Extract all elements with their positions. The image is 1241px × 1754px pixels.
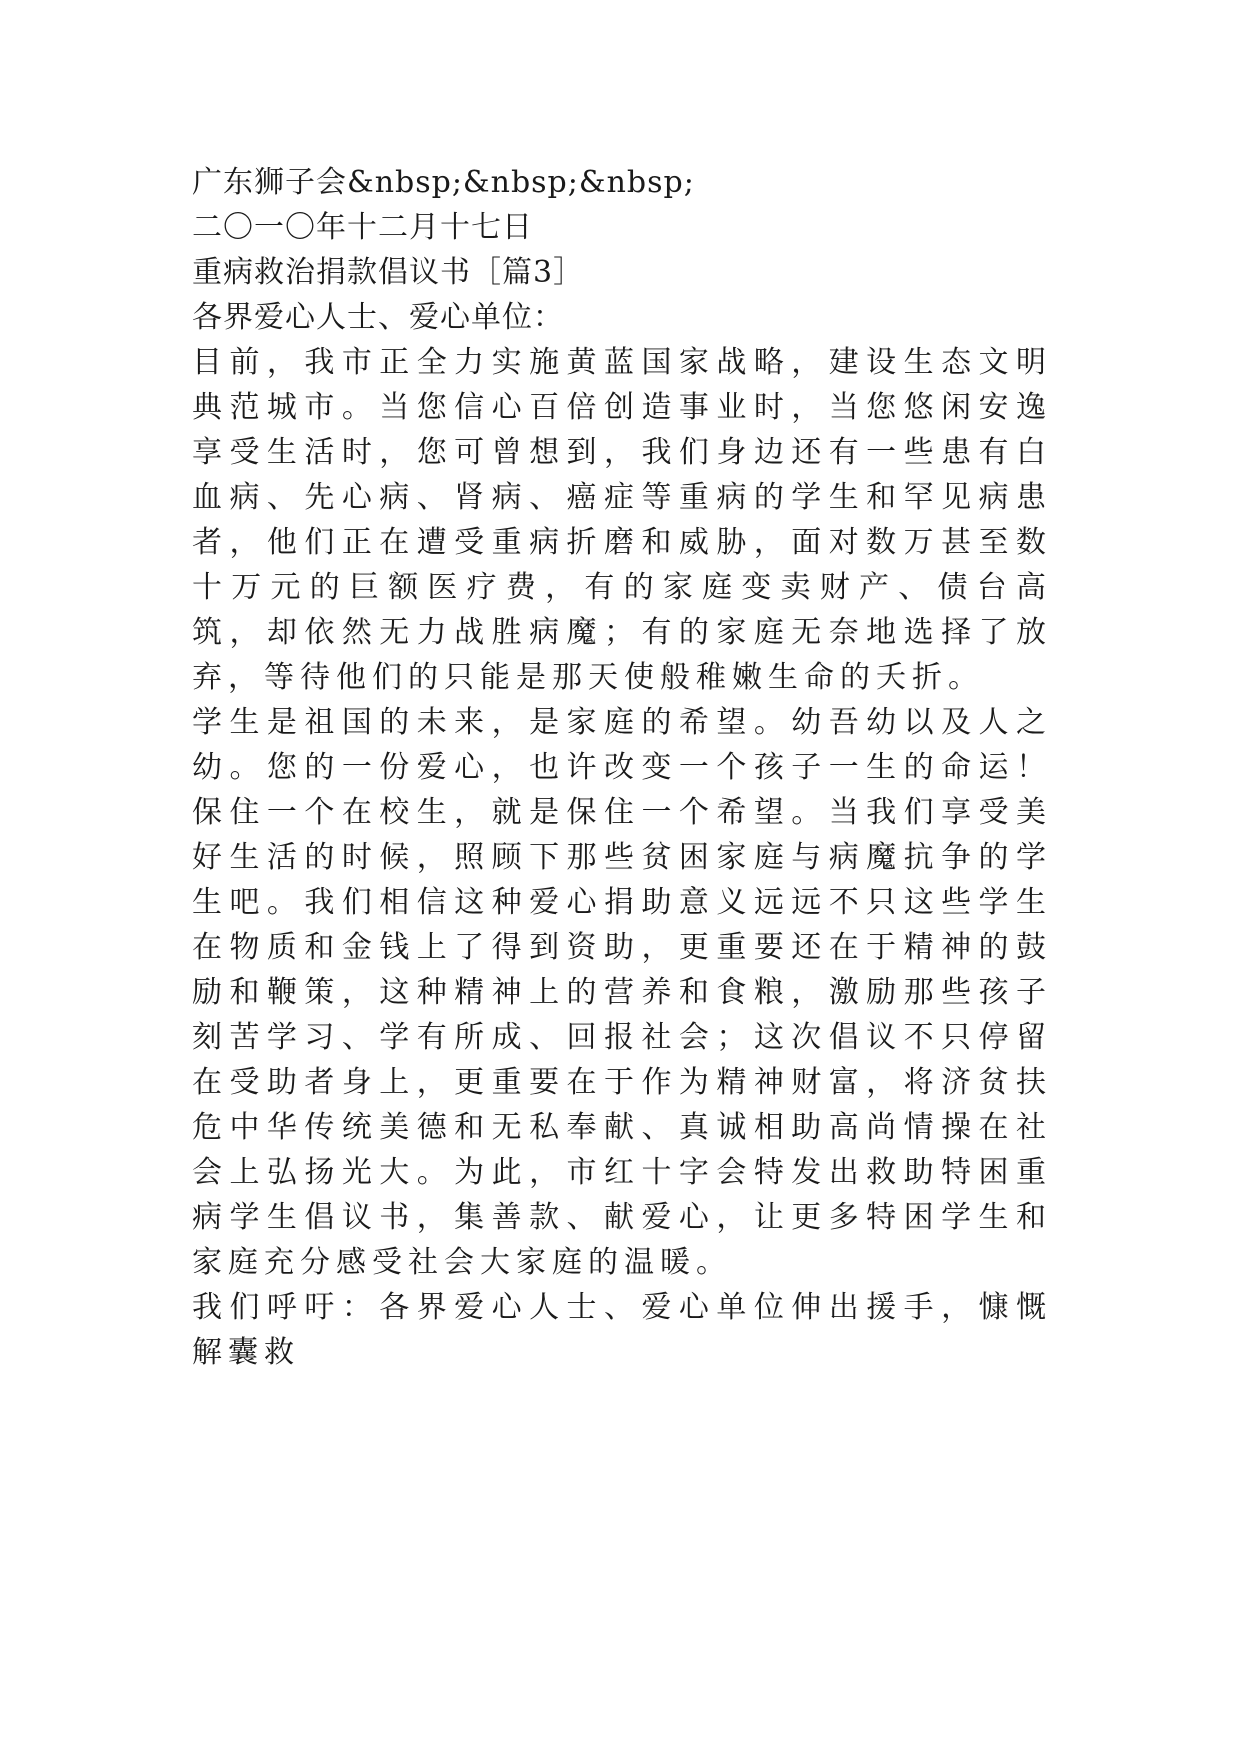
salutation: 各界爱心人士、爱心单位： — [192, 300, 564, 335]
date-line: 二〇一〇年十二月十七日 — [192, 210, 533, 245]
document-body — [192, 160, 1052, 1375]
paragraph-3: 我们呼吁：各界爱心人士、爱心单位伸出援手，慷慨解囊救 — [192, 1290, 1052, 1370]
paragraph-2: 学生是祖国的未来，是家庭的希望。幼吾幼以及人之幼。您的一份爱心，也许改变一个孩子一生的命运！保住一个在校生，就是保住一个希望。当我们享受美好生活的时候，照顾下那些贫困家庭与病魔抗争的学生吧。我们相信这种爱心捐助意义远远不只这些学生在物质和金钱上了得到资助，更重要还在于精神的鼓励和鞭策，这种精神上的营养和食粮，激励那些孩子刻苦学习、学有所成、回报社会；这次倡议不只停留在受助者身上，更重要在于作为精神财富，将济贫扶危中华传统美德和无私奉献、真诚相助高尚情操在社会上弘扬光大。为此，市红十字会特发出救助特困重病学生倡议书，集善款、献爱心，让更多特困学生和家庭充分感受社会大家庭的温暖。 — [192, 705, 1052, 1280]
document-title: 重病救治捐款倡议书［篇3］ — [192, 255, 585, 290]
sender-line: 广东狮子会&nbsp;&nbsp;&nbsp; — [192, 165, 695, 200]
paragraph-1: 目前，我市正全力实施黄蓝国家战略，建设生态文明典范城市。当您信心百倍创造事业时，当您悠闲安逸享受生活时，您可曾想到，我们身边还有一些患有白血病、先心病、肾病、癌症等重病的学生和罕见病患者，他们正在遭受重病折磨和威胁，面对数万甚至数十万元的巨额医疗费，有的家庭变卖财产、债台高筑，却依然无力战胜病魔；有的家庭无奈地选择了放弃，等待他们的只能是那天使般稚嫩生命的夭折。 — [192, 345, 1052, 695]
